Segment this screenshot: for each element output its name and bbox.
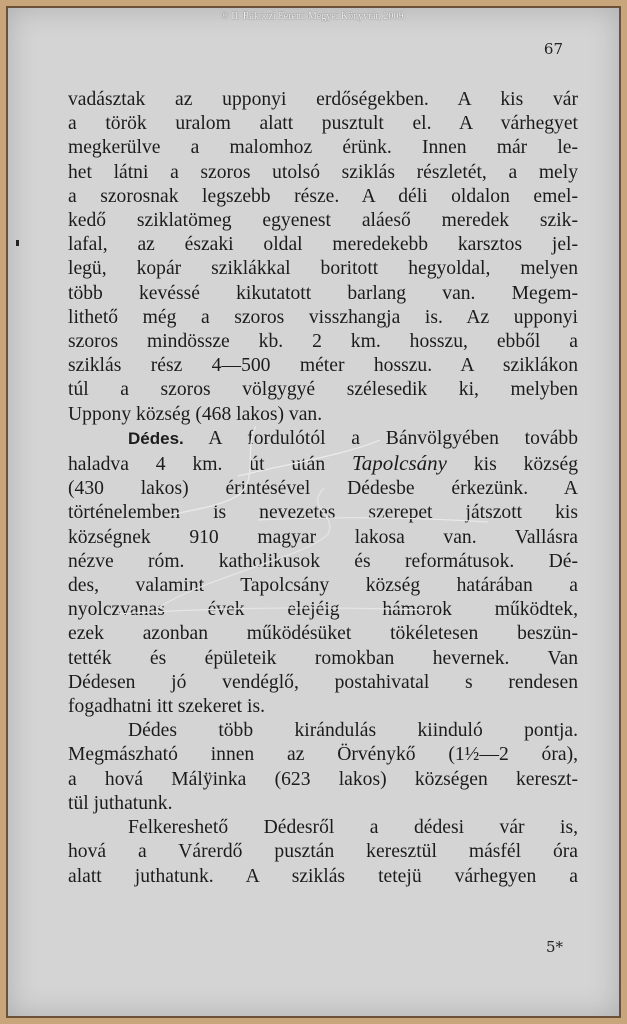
text-line: des, valamint Tapolcsány község határában a: [68, 575, 578, 597]
page-number: 67: [543, 40, 563, 58]
text-line: vadásztak az upponyi erdőségekben. A kis vár: [68, 89, 578, 110]
text-line: legü, kopár sziklákkal boritott hegyoldal, melyen: [68, 258, 578, 280]
text-fragment: haladva 4 km. út után: [68, 454, 326, 476]
text-line: lithető még a szoros visszhangja is. Az upponyi: [68, 306, 578, 328]
text-line: Felkereshető Dédesről a dédesi vár is,: [128, 817, 578, 839]
text-line: hová a Várerdő pusztán keresztül másfél óra: [68, 841, 578, 863]
text-line: (430 lakos) érintésével Dédesbe érkezünk. A: [68, 478, 578, 500]
text-line: a török uralom alatt pusztult el. A várhegyet: [68, 113, 578, 135]
section-heading: Dédes.: [128, 428, 184, 448]
edge-mark: [16, 240, 19, 246]
text-line: lafal, az északi oldal meredekebb karsztos jel-: [68, 234, 578, 256]
text-line: kedő sziklatömeg egyenest aláeső meredek szik-: [68, 210, 578, 232]
text-line: túl a szoros völgygyé szélesedik ki, melyben: [68, 379, 578, 401]
text-line: tül juthatunk.: [68, 792, 173, 814]
signature-mark: 5*: [545, 938, 563, 956]
text-line: szoros mindössze kb. 2 km. hosszu, ebből a: [68, 331, 578, 353]
text-line: a hová Málÿinka (623 lakos) községen kereszt-: [68, 768, 578, 790]
text-line: Megmászható innen az Örvénykő (1½—2 óra),: [68, 744, 578, 766]
paragraph-3: [68, 719, 578, 816]
text-line: megkerülve a malomhoz érünk. Innen már le-: [68, 137, 578, 159]
text-line: tették és épületeik romokban hevernek. Van: [68, 647, 578, 669]
text-line: ezek azonban működésüket tökéletesen beszün-: [68, 623, 578, 645]
text-line: alatt juthatunk. A sziklás tetejü várhegyen a: [68, 865, 578, 887]
text-line: nyolczvanas évek elejéig hámorok működtek,: [68, 599, 578, 621]
place-name-italic: Tapolcsány: [352, 451, 447, 476]
text-line: het látni a szoros utolsó sziklás részletét, a mely: [68, 161, 578, 183]
text-fragment: kis község: [473, 454, 578, 476]
paragraph-4: [68, 816, 578, 889]
body-text: [68, 88, 578, 889]
paragraph-1: [68, 88, 578, 427]
copyright-watermark: © II. Rákóczi Ferenc Megyei Könyvtár, 2009.: [221, 11, 406, 22]
book-page: [8, 8, 619, 1016]
text-line: Dédesen jó vendéglő, postahivatal s rendesen: [68, 671, 578, 693]
text-line: sziklás rész 4—500 méter hosszu. A sziklákon: [68, 355, 578, 377]
text-line: községnek 910 magyar lakosa van. Vallásra: [68, 526, 578, 548]
paragraph-dedes: [68, 427, 578, 719]
text-line: [68, 451, 578, 477]
text-line: nézve róm. katholikusok és reformátusok. Dé-: [68, 550, 578, 572]
text-line: fogadhatni itt szekeret is.: [68, 696, 265, 718]
text-line: több kevéssé kikutatott barlang van. Megem-: [68, 282, 578, 304]
text-line: Dédes több kirándulás kiinduló pontja.: [128, 720, 578, 742]
text-fragment: A fordulótól a Bánvölgyében tovább: [208, 427, 578, 449]
text-line: történelemben is nevezetes szerepet játszott kis: [68, 502, 578, 524]
text-line: Uppony község (468 lakos) van.: [68, 403, 323, 425]
text-line: [68, 427, 578, 451]
text-line: a szorosnak legszebb része. A déli oldalon emel-: [68, 185, 578, 207]
